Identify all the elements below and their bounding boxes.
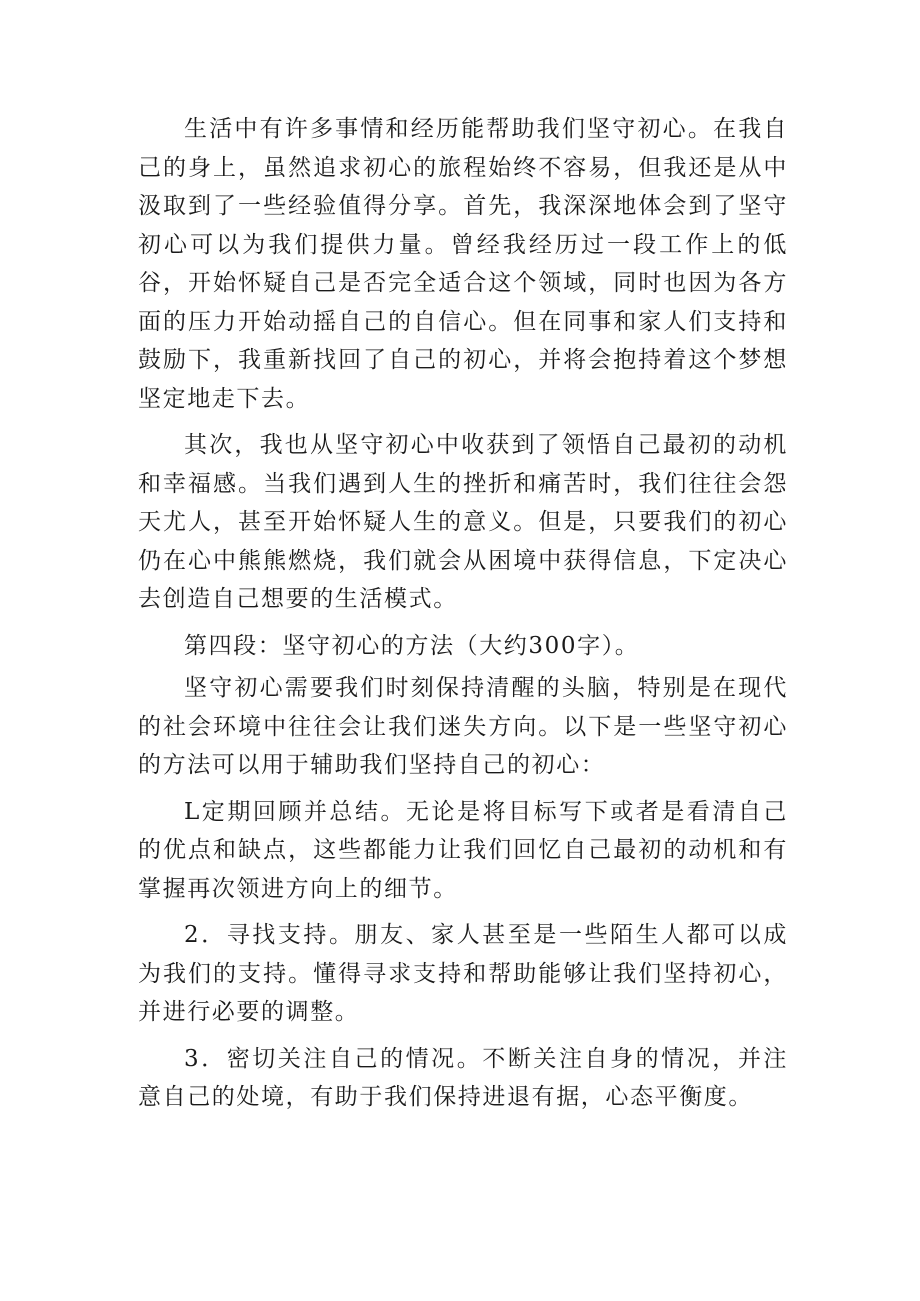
paragraph-motivation-happiness: 其次，我也从坚守初心中收获到了领悟自己最初的动机和幸福感。当我们遇到人生的挫折和痛苦时，我们往往会怨天尤人，甚至开始怀疑人生的意义。但是，只要我们的初心仍在心中熊熊燃烧，我们就会从困境中获得信息，下定决心去创造自己想要的生活模式。 <box>138 432 788 612</box>
list-item-seek-support: 2．寻找支持。朋友、家人甚至是一些陌生人都可以成为我们的支持。懂得寻求支持和帮助能够让我们坚持初心，并进行必要的调整。 <box>138 922 788 1025</box>
list-item-self-attention: 3．密切关注自己的情况。不断关注自身的情况，并注意自己的处境，有助于我们保持进退有据，心态平衡度。 <box>138 1045 788 1110</box>
section-heading-methods: 第四段：坚守初心的方法（大约300字）。 <box>184 632 640 659</box>
list-item-review-summarize: L定期回顾并总结。无论是将目标写下或者是看清自己的优点和缺点，这些都能力让我们回忆自己最初的动机和有掌握再次领进方向上的细节。 <box>138 798 788 902</box>
paragraph-initial-heart-experience: 生活中有许多事情和经历能帮助我们坚守初心。在我自己的身上，虽然追求初心的旅程始终不容易，但我还是从中汲取到了一些经验值得分享。首先，我深深地体会到了坚守初心可以为我们提供力量。曾经我经历过一段工作上的低谷，开始怀疑自己是否完全适合这个领域，同时也因为各方面的压力开始动摇自己的自信心。但在同事和家人们支持和鼓励下，我重新找回了自己的初心，并将会抱持着这个梦想坚定地走下去。 <box>138 116 788 412</box>
document-body <box>138 110 788 1125</box>
paragraph-methods-intro: 坚守初心需要我们时刻保持清醒的头脑，特别是在现代的社会环境中往往会让我们迷失方向。以下是一些坚守初心的方法可以用于辅助我们坚持自己的初心： <box>138 675 788 778</box>
